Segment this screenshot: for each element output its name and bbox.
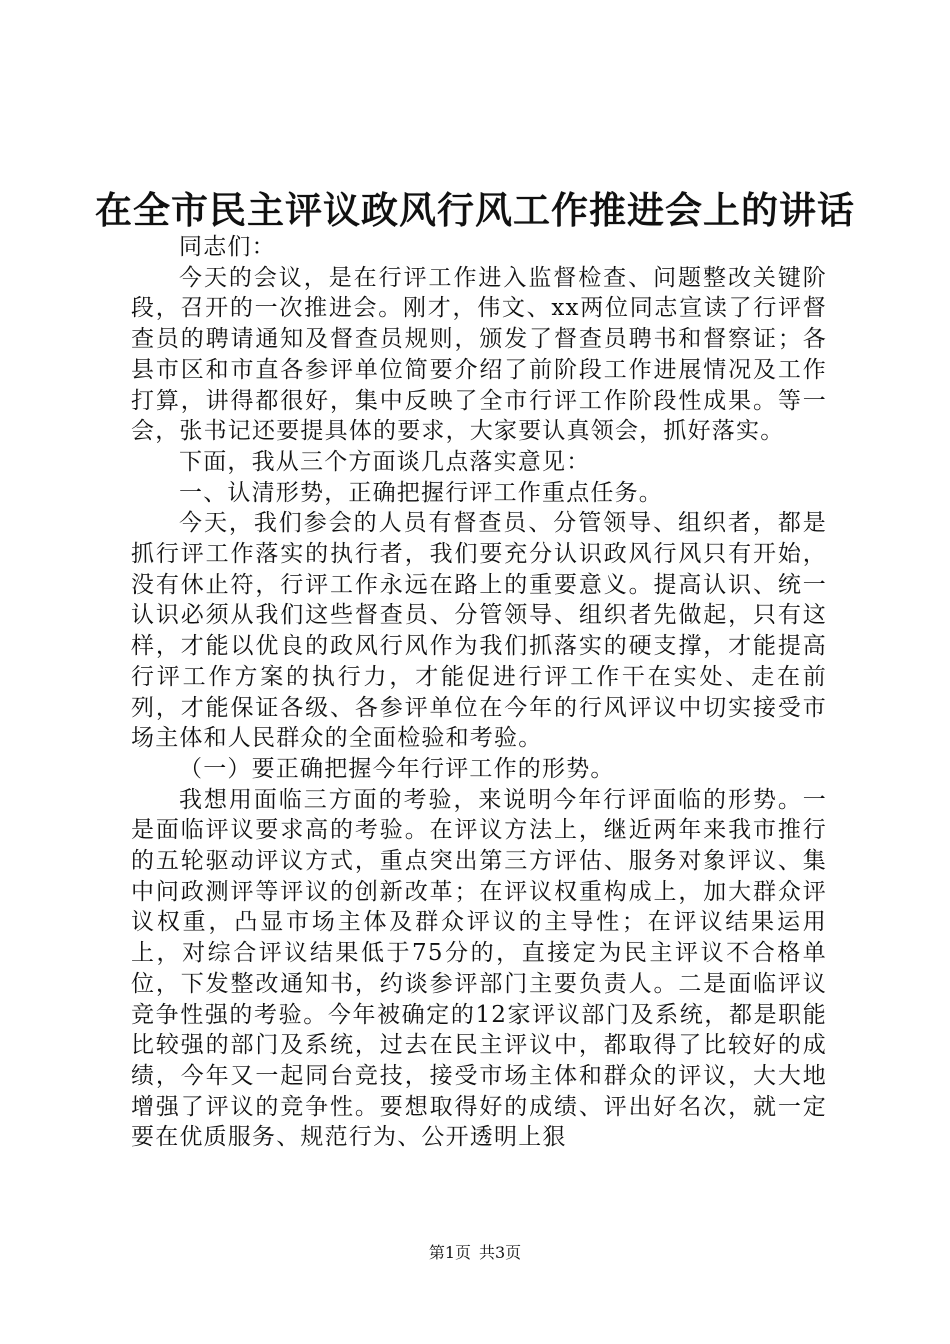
transition-paragraph: 下面，我从三个方面谈几点落实意见：	[179, 448, 591, 475]
page-number: 第1页	[428, 1243, 471, 1262]
section-1-paragraph: 今天，我们参会的人员有督查员、分管领导、组织者，都是抓行评工作落实的执行者，我们要充分认识政风行风只有开始，没有休止符，行评工作永远在路上的重要意义。提高认识、统一认识必须从我们这些督查员、分管领导、组织者先做起，只有这样，才能以优良的政风行风作为我们抓落实的硬支撑，才能提高行评工作方案的执行力，才能促进行评工作干在实处、走在前列，才能保证各级、各参评单位在今年的行风评议中切实接受市场主体和人民群众的全面检验和考验。	[131, 510, 827, 752]
page-footer	[0, 1243, 950, 1263]
salutation-paragraph: 同志们：	[179, 234, 276, 260]
subsection-heading-1: （一）要正确把握今年行评工作的形势。	[179, 755, 615, 782]
subsection-1-paragraph: 我想用面临三方面的考验，来说明今年行评面临的形势。一是面临评议要求高的考验。在评议方法上，继近两年来我市推行的五轮驱动评议方式，重点突出第三方评估、服务对象评议、集中问政测评等评议的创新改革；在评议权重构成上，加大群众评议权重，凸显市场主体及群众评议的主导性；在评议结果运用上，对综合评议结果低于75分的，直接定为民主评议不合格单位，下发整改通知书，约谈参评部门主要负责人。二是面临评议竞争性强的考验。今年被确定的12家评议部门及系统，都是职能比较强的部门及系统，过去在民主评议中，都取得了比较好的成绩，今年又一起同台竞技，接受市场主体和群众的评议，大大地增强了评议的竞争性。要想取得好的成绩、评出好名次，就一定要在优质服务、规范行为、公开透明上狠	[131, 786, 827, 1151]
document-body	[131, 232, 827, 1153]
page-total: 共3页	[479, 1243, 522, 1262]
section-heading-1: 一、认清形势，正确把握行评工作重点任务。	[179, 479, 663, 506]
document-title: 在全市民主评议政风行风工作推进会上的讲话	[95, 188, 855, 232]
opening-paragraph: 今天的会议，是在行评工作进入监督检查、问题整改关键阶段，召开的一次推进会。刚才，伟文、xx两位同志宣读了行评督查员的聘请通知及督查员规则，颁发了督查员聘书和督察证；各县市区和市直各参评单位简要介绍了前阶段工作进展情况及工作打算，讲得都很好，集中反映了全市行评工作阶段性成果。等一会，张书记还要提具体的要求，大家要认真领会，抓好落实。	[131, 264, 827, 445]
